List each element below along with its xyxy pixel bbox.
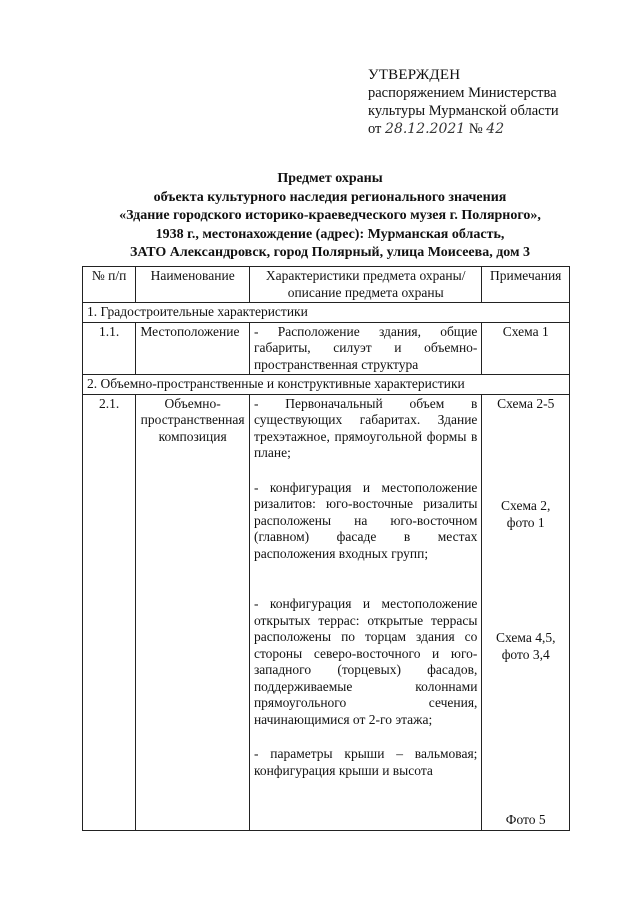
desc-item: - параметры крыши – вальмовая; конфигурация крыши и высота (253, 746, 478, 778)
approval-line-1: распоряжением Министерства (368, 85, 557, 101)
row-num: 1.1. (83, 322, 136, 375)
approval-date-line (368, 120, 598, 138)
section-title: 2. Объемно-пространственные и конструктивные характеристики (83, 375, 570, 395)
approval-block (368, 66, 598, 138)
table-row (83, 394, 570, 830)
approval-line-2: культуры Мурманской области (368, 103, 559, 119)
note-item: Схема 2-5 (497, 395, 555, 411)
title-line-2: объекта культурного наследия регионального значения (153, 189, 507, 205)
from-label: от (368, 121, 382, 137)
table-row (83, 322, 570, 375)
row-note-cell (482, 394, 570, 830)
approval-heading: УТВЕРЖДЕН (368, 67, 461, 83)
row-desc-cell (249, 394, 481, 830)
desc-item: - конфигурация и местоположение ризалитов: юго-восточные ризалиты расположены на юго-восточном (главном) фасаде в местах расположения входных групп; (253, 479, 478, 561)
number-label: № (468, 121, 483, 137)
row-name: Местоположение (136, 322, 250, 375)
document-title (90, 170, 570, 263)
desc-item: - Первоначальный объем в существующих габаритах. Здание трехэтажное, прямоугольной формы в плане; (253, 395, 478, 460)
section-row-1 (83, 303, 570, 323)
section-row-2 (83, 375, 570, 395)
desc-item: - конфигурация и местоположение открытых террас: открытые террасы расположены по торцам здания со стороны северо-восточного и юго-западного (торцевых) фасадов, поддерживаемые колоннами прямоугольного сечения, начинающимися от 2-го этажа; (253, 596, 478, 727)
row-num: 2.1. (83, 394, 136, 830)
header-name: Наименование (136, 267, 250, 303)
handwritten-date: 28.12.2021 (385, 121, 466, 137)
header-desc: Характеристики предмета охраны/ описание предмета охраны (249, 267, 481, 303)
row-name: Объемно-пространственная композиция (136, 394, 250, 830)
row-desc: - Расположение здания, общие габариты, силуэт и объемно-пространственная структура (249, 322, 481, 375)
handwritten-number: 42 (486, 121, 505, 137)
protection-subject-table (82, 266, 570, 831)
note-item: Фото 5 (505, 812, 546, 827)
row-note: Схема 1 (482, 322, 570, 375)
section-title: 1. Градостроительные характеристики (83, 303, 570, 323)
header-note: Примечания (482, 267, 570, 303)
title-line-3: «Здание городского историко-краеведческого музея г. Полярного», (119, 208, 541, 223)
note-item: Схема 4,5, фото 3,4 (495, 630, 556, 662)
header-num: № п/п (83, 267, 136, 303)
title-line-1: Предмет охраны (277, 171, 383, 186)
note-item: Схема 2, фото 1 (501, 498, 551, 530)
table-header-row (83, 267, 570, 303)
title-line-5: ЗАТО Александровск, город Полярный, улица Моисеева, дом 3 (129, 245, 531, 260)
title-line-4: 1938 г., местонахождение (адрес): Мурманская область, (155, 226, 505, 242)
